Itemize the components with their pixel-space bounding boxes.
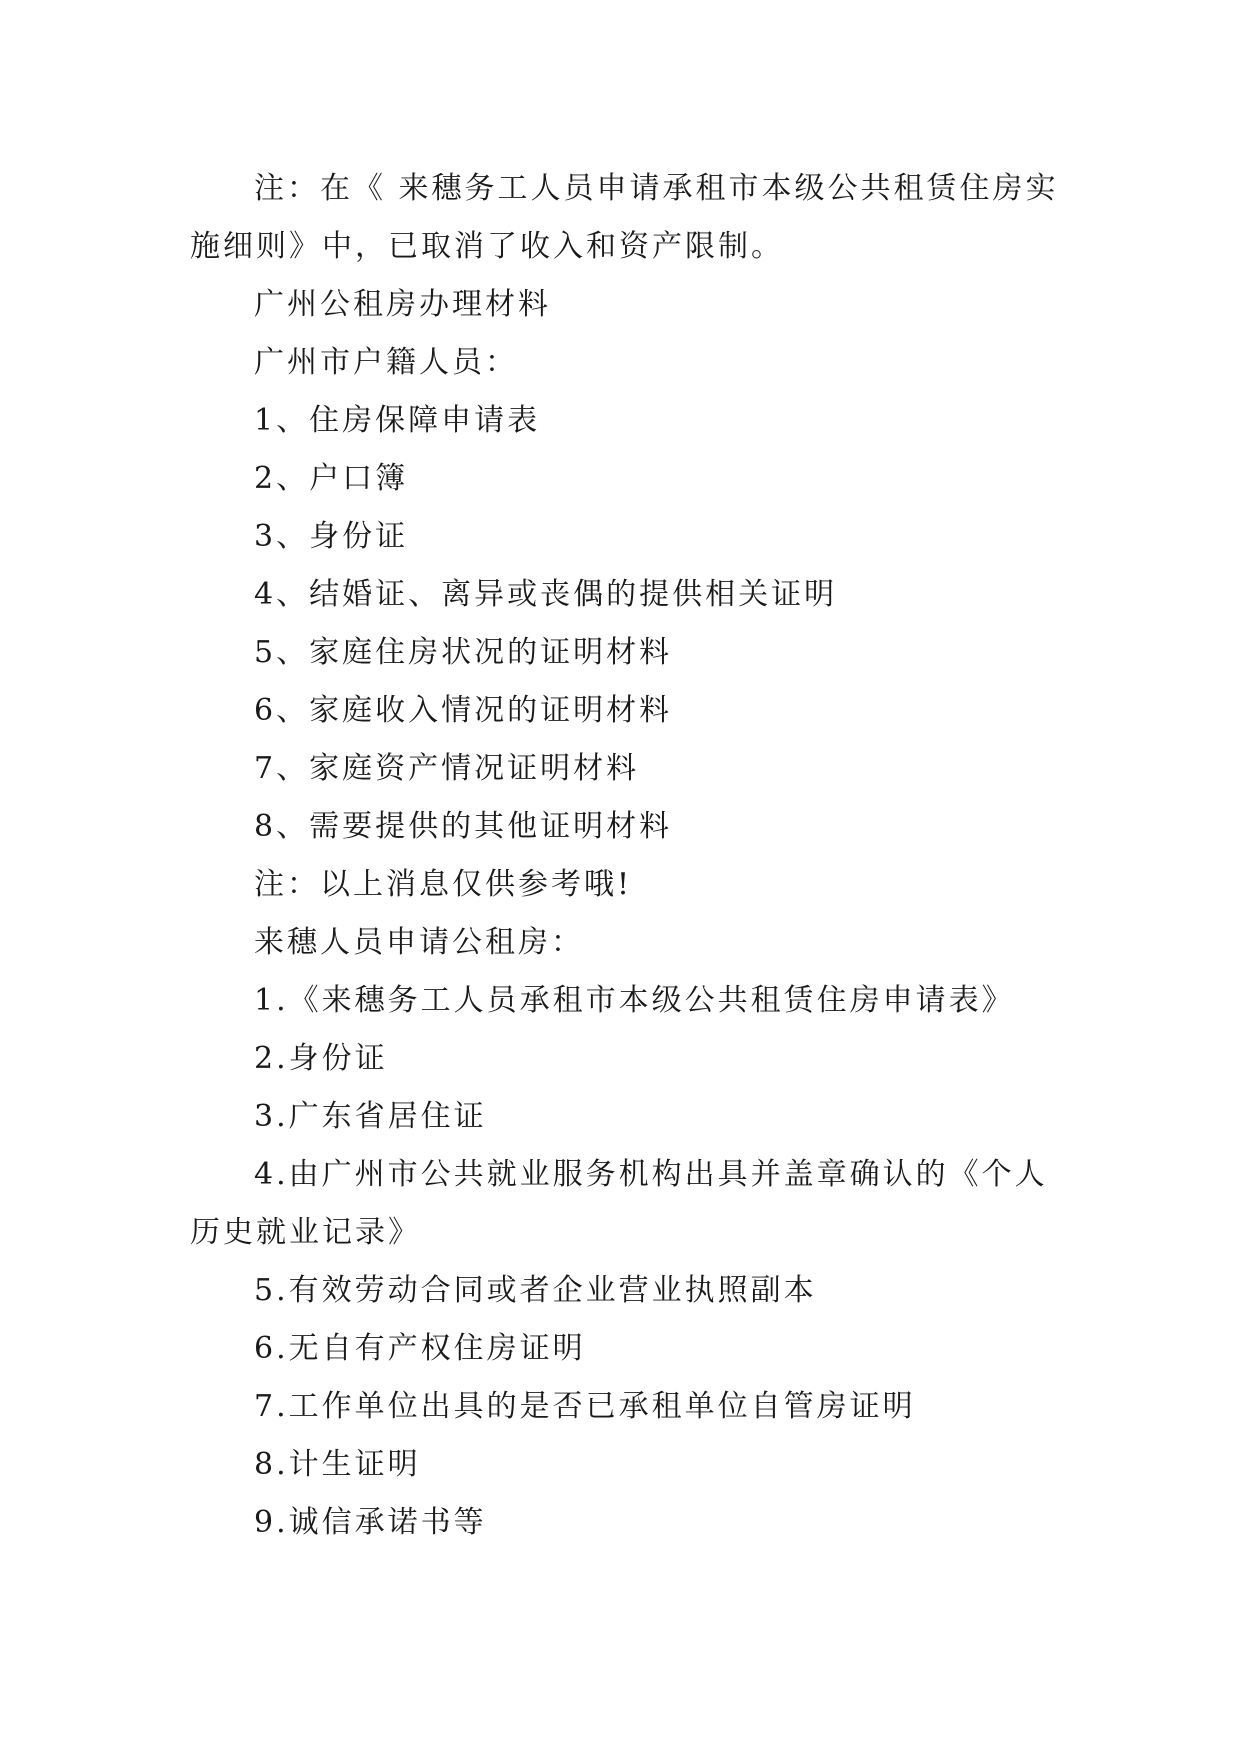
section-heading-materials: 广州公租房办理材料 (254, 287, 551, 322)
list-item: 3.广东省居住证 (254, 1099, 487, 1134)
list-item: 8.计生证明 (254, 1447, 421, 1482)
note-reference: 注：以上消息仅供参考哦! (254, 867, 633, 902)
list-item: 7.工作单位出具的是否已承租单位自管房证明 (254, 1389, 916, 1424)
list-item: 2.身份证 (254, 1041, 388, 1076)
list-item: 2、户口簿 (254, 461, 409, 496)
list-item: 3、身份证 (254, 519, 409, 554)
list-item: 1、住房保障申请表 (254, 403, 541, 438)
list-item: 1.《来穗务工人员承租市本级公共租赁住房申请表》 (254, 983, 1015, 1018)
list-item: 4、结婚证、离异或丧偶的提供相关证明 (254, 577, 838, 612)
list-item: 8、需要提供的其他证明材料 (254, 809, 673, 844)
document-body (190, 160, 1062, 1552)
list-item: 4.由广州市公共就业服务机构出具并盖章确认的《个人历史就业记录》 (190, 1157, 1048, 1250)
note-paragraph: 注：在《 来穗务工人员申请承租市本级公共租赁住房实施细则》中，已取消了收入和资产限制。 (190, 171, 1059, 264)
list-item: 9.诚信承诺书等 (254, 1505, 487, 1540)
list-item: 5.有效劳动合同或者企业营业执照副本 (254, 1273, 817, 1308)
list-item: 7、家庭资产情况证明材料 (254, 751, 640, 786)
section-heading-migrant-workers: 来穗人员申请公租房： (254, 925, 584, 960)
list-item: 5、家庭住房状况的证明材料 (254, 635, 673, 670)
section-heading-local-residents: 广州市户籍人员： (254, 345, 518, 380)
list-item: 6.无自有产权住房证明 (254, 1331, 586, 1366)
list-item: 6、家庭收入情况的证明材料 (254, 693, 673, 728)
